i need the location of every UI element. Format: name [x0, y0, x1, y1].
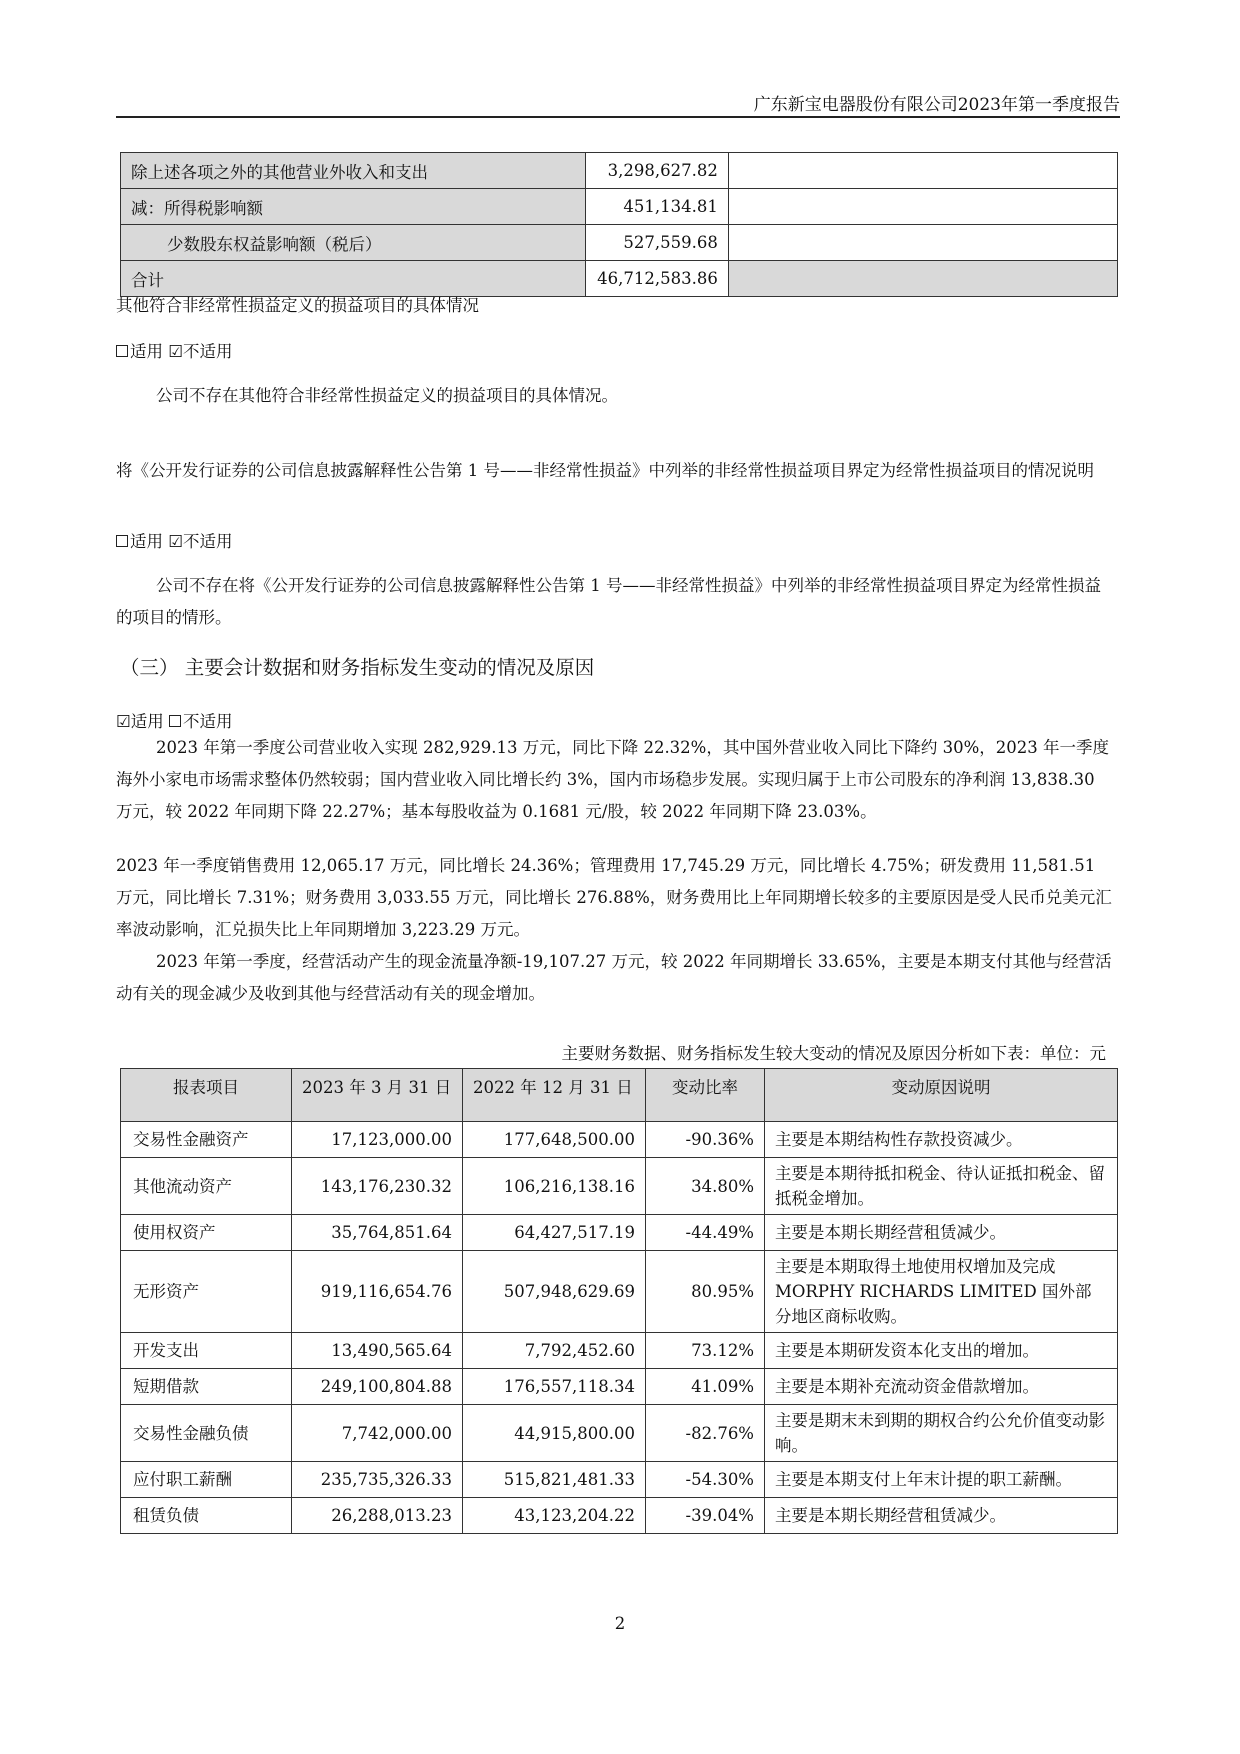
non-recurring-items-table [120, 152, 1118, 297]
cell-2023: 143,176,230.32 [292, 1158, 463, 1215]
col-header-2023: 2023 年 3 月 31 日 [292, 1069, 463, 1122]
cell-item: 应付职工薪酬 [121, 1462, 292, 1498]
cell-rate: -82.76% [646, 1405, 765, 1462]
other-items-options [116, 336, 1116, 368]
reclass-options [116, 526, 1116, 558]
cell-reason: 主要是本期支付上年末计提的职工薪酬。 [765, 1462, 1118, 1498]
table-row [121, 1369, 1118, 1405]
cell-2023: 26,288,013.23 [292, 1498, 463, 1534]
cell-reason: 主要是本期长期经营租赁减少。 [765, 1215, 1118, 1251]
row-label: 合计 [121, 261, 586, 297]
cell-rate: -54.30% [646, 1462, 765, 1498]
row-note [728, 153, 1117, 189]
cell-rate: 34.80% [646, 1158, 765, 1215]
row-label: 少数股东权益影响额（税后） [121, 225, 586, 261]
row-note [728, 225, 1117, 261]
table-header-row [121, 1069, 1118, 1122]
cell-2022: 177,648,500.00 [463, 1122, 646, 1158]
options-label: 适用 ☑不适用 [130, 532, 233, 551]
table-row [121, 1462, 1118, 1498]
col-header-reason: 变动原因说明 [765, 1069, 1118, 1122]
table-row [121, 189, 1118, 225]
row-value: 527,559.68 [585, 225, 728, 261]
table-row [121, 1215, 1118, 1251]
sec3-paragraph-1: 2023 年第一季度公司营业收入实现 282,929.13 万元，同比下降 22.32%，其中国外营业收入同比下降约 30%，2023 年一季度海外小家电市场需求整体仍然较弱；国内营业收入同比增长约 3%，国内市场稳步发展。实现归属于上市公司股东的净利润 13,838.30 万元，较 2022 年同期下降 22.27%；基本每股收益为 0.1681 元/股，较 2022 年同期下降 23.03%。 [116, 738, 1110, 821]
other-items-text: 公司不存在其他符合非经常性损益定义的损益项目的具体情况。 [156, 386, 618, 405]
options-label: 适用 ☑不适用 [130, 342, 233, 361]
col-header-item: 报表项目 [121, 1069, 292, 1122]
cell-reason: 主要是本期结构性存款投资减少。 [765, 1122, 1118, 1158]
cell-item: 交易性金融负债 [121, 1405, 292, 1462]
cell-2023: 235,735,326.33 [292, 1462, 463, 1498]
financial-changes-table [120, 1068, 1118, 1534]
checkbox-icon [169, 715, 181, 727]
cell-2023: 35,764,851.64 [292, 1215, 463, 1251]
cell-2023: 7,742,000.00 [292, 1405, 463, 1462]
row-note [728, 189, 1117, 225]
table-row [121, 153, 1118, 189]
cell-rate: 41.09% [646, 1369, 765, 1405]
cell-item: 短期借款 [121, 1369, 292, 1405]
cell-reason: 主要是本期补充流动资金借款增加。 [765, 1369, 1118, 1405]
cell-2022: 106,216,138.16 [463, 1158, 646, 1215]
report-title: 广东新宝电器股份有限公司2023年第一季度报告 [753, 95, 1120, 115]
cell-2023: 13,490,565.64 [292, 1333, 463, 1369]
col-header-rate: 变动比率 [646, 1069, 765, 1122]
table-row [121, 1498, 1118, 1534]
cell-item: 使用权资产 [121, 1215, 292, 1251]
cell-2022: 176,557,118.34 [463, 1369, 646, 1405]
cell-rate: 80.95% [646, 1251, 765, 1333]
cell-rate: -90.36% [646, 1122, 765, 1158]
cell-2022: 507,948,629.69 [463, 1251, 646, 1333]
cell-rate: -39.04% [646, 1498, 765, 1534]
row-label: 除上述各项之外的其他营业外收入和支出 [121, 153, 586, 189]
reclass-heading: 将《公开发行证券的公司信息披露解释性公告第 1 号——非经常性损益》中列举的非经常性损益项目界定为经常性损益项目的情况说明 [116, 461, 1094, 480]
table-row [121, 225, 1118, 261]
cell-reason: 主要是本期研发资本化支出的增加。 [765, 1333, 1118, 1369]
cell-reason: 主要是本期长期经营租赁减少。 [765, 1498, 1118, 1534]
table-row [121, 1122, 1118, 1158]
cell-2022: 43,123,204.22 [463, 1498, 646, 1534]
cell-2023: 919,116,654.76 [292, 1251, 463, 1333]
cell-2023: 17,123,000.00 [292, 1122, 463, 1158]
row-value: 46,712,583.86 [585, 261, 728, 297]
col-header-2022: 2022 年 12 月 31 日 [463, 1069, 646, 1122]
sec3-paragraph-3: 2023 年第一季度，经营活动产生的现金流量净额-19,107.27 万元，较 2022 年同期增长 33.65%，主要是本期支付其他与经营活动有关的现金减少及收到其他与经营活动有关的现金增加。 [116, 952, 1112, 1003]
checkbox-icon [116, 345, 128, 357]
table-row [121, 1405, 1118, 1462]
row-value: 451,134.81 [585, 189, 728, 225]
cell-2022: 7,792,452.60 [463, 1333, 646, 1369]
table-caption: 主要财务数据、财务指标发生较大变动的情况及原因分析如下表：单位：元 [561, 1044, 1106, 1063]
cell-2022: 515,821,481.33 [463, 1462, 646, 1498]
reclass-text: 公司不存在将《公开发行证券的公司信息披露解释性公告第 1 号——非经常性损益》中列举的非经常性损益项目界定为经常性损益的项目的情形。 [116, 576, 1101, 627]
section-title: （三） 主要会计数据和财务指标发生变动的情况及原因 [120, 656, 595, 679]
page-number: 2 [614, 1614, 626, 1633]
row-label: 减：所得税影响额 [121, 189, 586, 225]
checkbox-icon [116, 535, 128, 547]
cell-2022: 64,427,517.19 [463, 1215, 646, 1251]
page-header [116, 90, 1120, 118]
cell-item: 其他流动资产 [121, 1158, 292, 1215]
table-row [121, 1333, 1118, 1369]
cell-2022: 44,915,800.00 [463, 1405, 646, 1462]
cell-item: 开发支出 [121, 1333, 292, 1369]
cell-reason: 主要是本期取得土地使用权增加及完成 MORPHY RICHARDS LIMITED 国外部分地区商标收购。 [765, 1251, 1118, 1333]
row-value: 3,298,627.82 [585, 153, 728, 189]
unchecked-option: 不适用 [183, 712, 233, 731]
cell-rate: 73.12% [646, 1333, 765, 1369]
cell-item: 租赁负债 [121, 1498, 292, 1534]
checked-option: ☑适用 [116, 712, 164, 731]
cell-reason: 主要是期末未到期的期权合约公允价值变动影响。 [765, 1405, 1118, 1462]
other-items-heading: 其他符合非经常性损益定义的损益项目的具体情况 [116, 296, 479, 315]
table-row [121, 1158, 1118, 1215]
cell-item: 无形资产 [121, 1251, 292, 1333]
sec3-paragraph-2: 2023 年一季度销售费用 12,065.17 万元，同比增长 24.36%；管理费用 17,745.29 万元，同比增长 4.75%；研发费用 11,581.51 万元，同比增长 7.31%；财务费用 3,033.55 万元，同比增长 276.88%，财务费用比上年同期增长较多的主要原因是受人民币兑美元汇率波动影响，汇兑损失比上年同期增加 3,223.29 万元。 [116, 856, 1112, 939]
table-row [121, 1251, 1118, 1333]
cell-rate: -44.49% [646, 1215, 765, 1251]
cell-2023: 249,100,804.88 [292, 1369, 463, 1405]
cell-item: 交易性金融资产 [121, 1122, 292, 1158]
cell-reason: 主要是本期待抵扣税金、待认证抵扣税金、留抵税金增加。 [765, 1158, 1118, 1215]
